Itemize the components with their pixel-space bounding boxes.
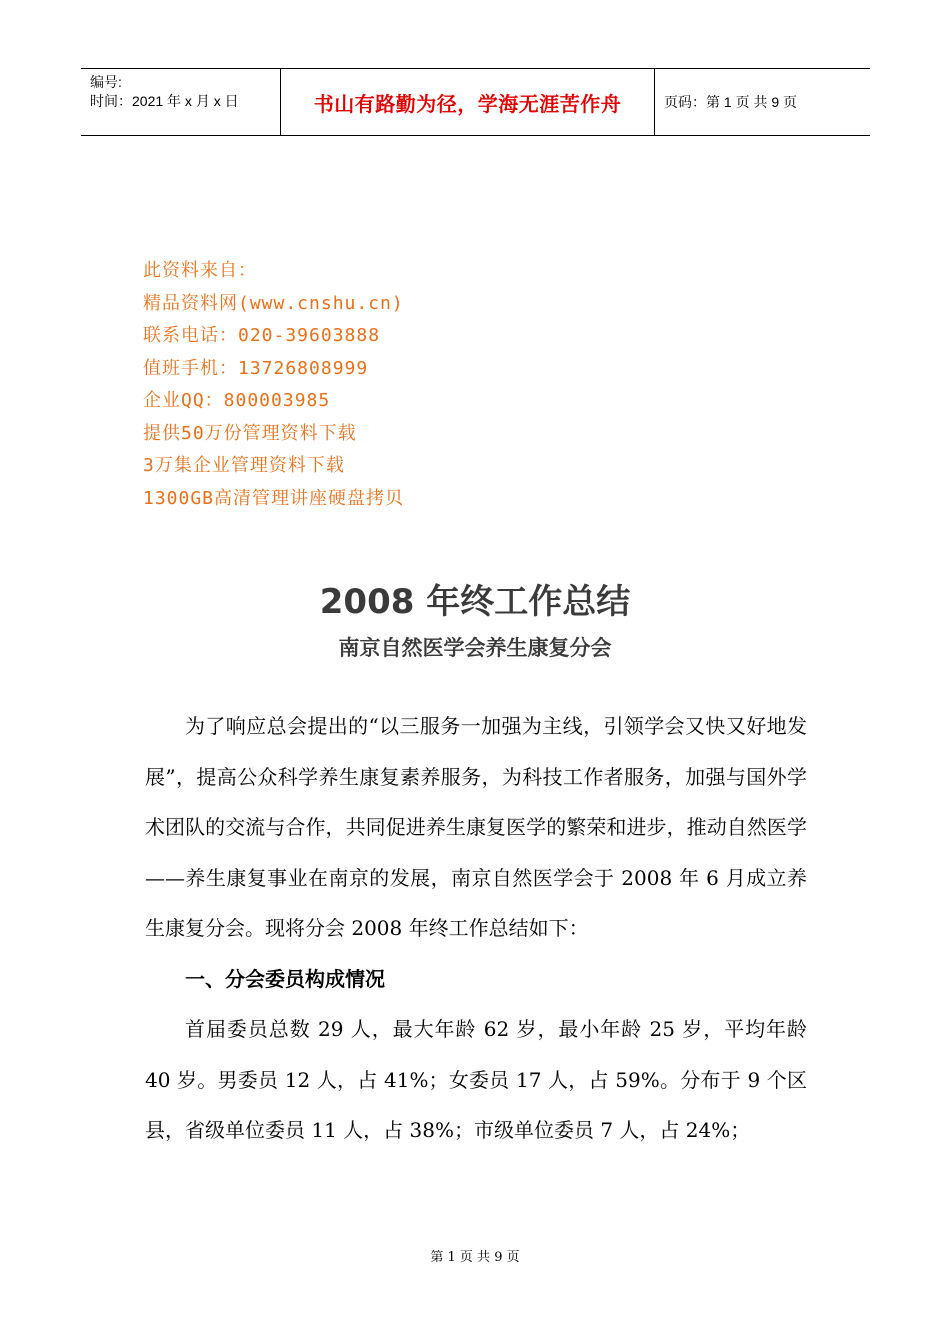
source-line: 3万集企业管理资料下载 bbox=[143, 455, 345, 476]
document-title: 2008 年终工作总结 bbox=[319, 582, 631, 622]
number-label: 编号: bbox=[90, 74, 122, 90]
header-meta bbox=[81, 69, 281, 135]
intro-paragraph: 为了响应总会提出的“以三服务一加强为主线，引领学会又快又好地发展”，提高公众科学养生康复素养服务，为科技工作者服务，加强与国外学术团队的交流与合作，共同促进养生康复医学的繁荣和进步，推动自然医学——养生康复事业在南京的发展，南京自然医学会于 2008 年 6 月成立养生康复分会。现将分会 2008 年终工作总结如下： bbox=[145, 714, 807, 940]
header-table bbox=[81, 68, 870, 136]
source-line: 精品资料网(www.cnshu.cn) bbox=[143, 292, 404, 314]
source-line: 此资料来自： bbox=[143, 260, 257, 281]
page-footer: 第 1 页 共 9 页 bbox=[430, 1250, 520, 1265]
source-line: 企业QQ：800003985 bbox=[143, 390, 331, 411]
source-line: 联系电话：020-39603888 bbox=[143, 325, 381, 346]
source-line: 1300GB高清管理讲座硬盘拷贝 bbox=[143, 487, 405, 509]
section-paragraph: 首届委员总数 29 人，最大年龄 62 岁，最小年龄 25 岁，平均年龄 40 岁。男委员 12 人，占 41%；女委员 17 人，占 59%。分布于 9 个区县，省级单位委员 11 人，占 38%；市级单位委员 7 人，占 24%； bbox=[145, 1017, 807, 1142]
time-label: 时间：2021 年 x 月 x 日 bbox=[90, 93, 239, 109]
section-heading: 一、分会委员构成情况 bbox=[185, 966, 385, 991]
document-subtitle: 南京自然医学会养生康复分会 bbox=[338, 636, 612, 660]
source-line: 提供50万份管理资料下载 bbox=[143, 422, 357, 444]
header-page-info: 页码：第 1 页 共 9 页 bbox=[664, 94, 798, 110]
source-info-block bbox=[143, 255, 404, 515]
source-line: 值班手机：13726808999 bbox=[143, 357, 369, 379]
document-body bbox=[145, 701, 807, 1156]
header-motto: 书山有路勤为径，学海无涯苦作舟 bbox=[281, 69, 655, 135]
